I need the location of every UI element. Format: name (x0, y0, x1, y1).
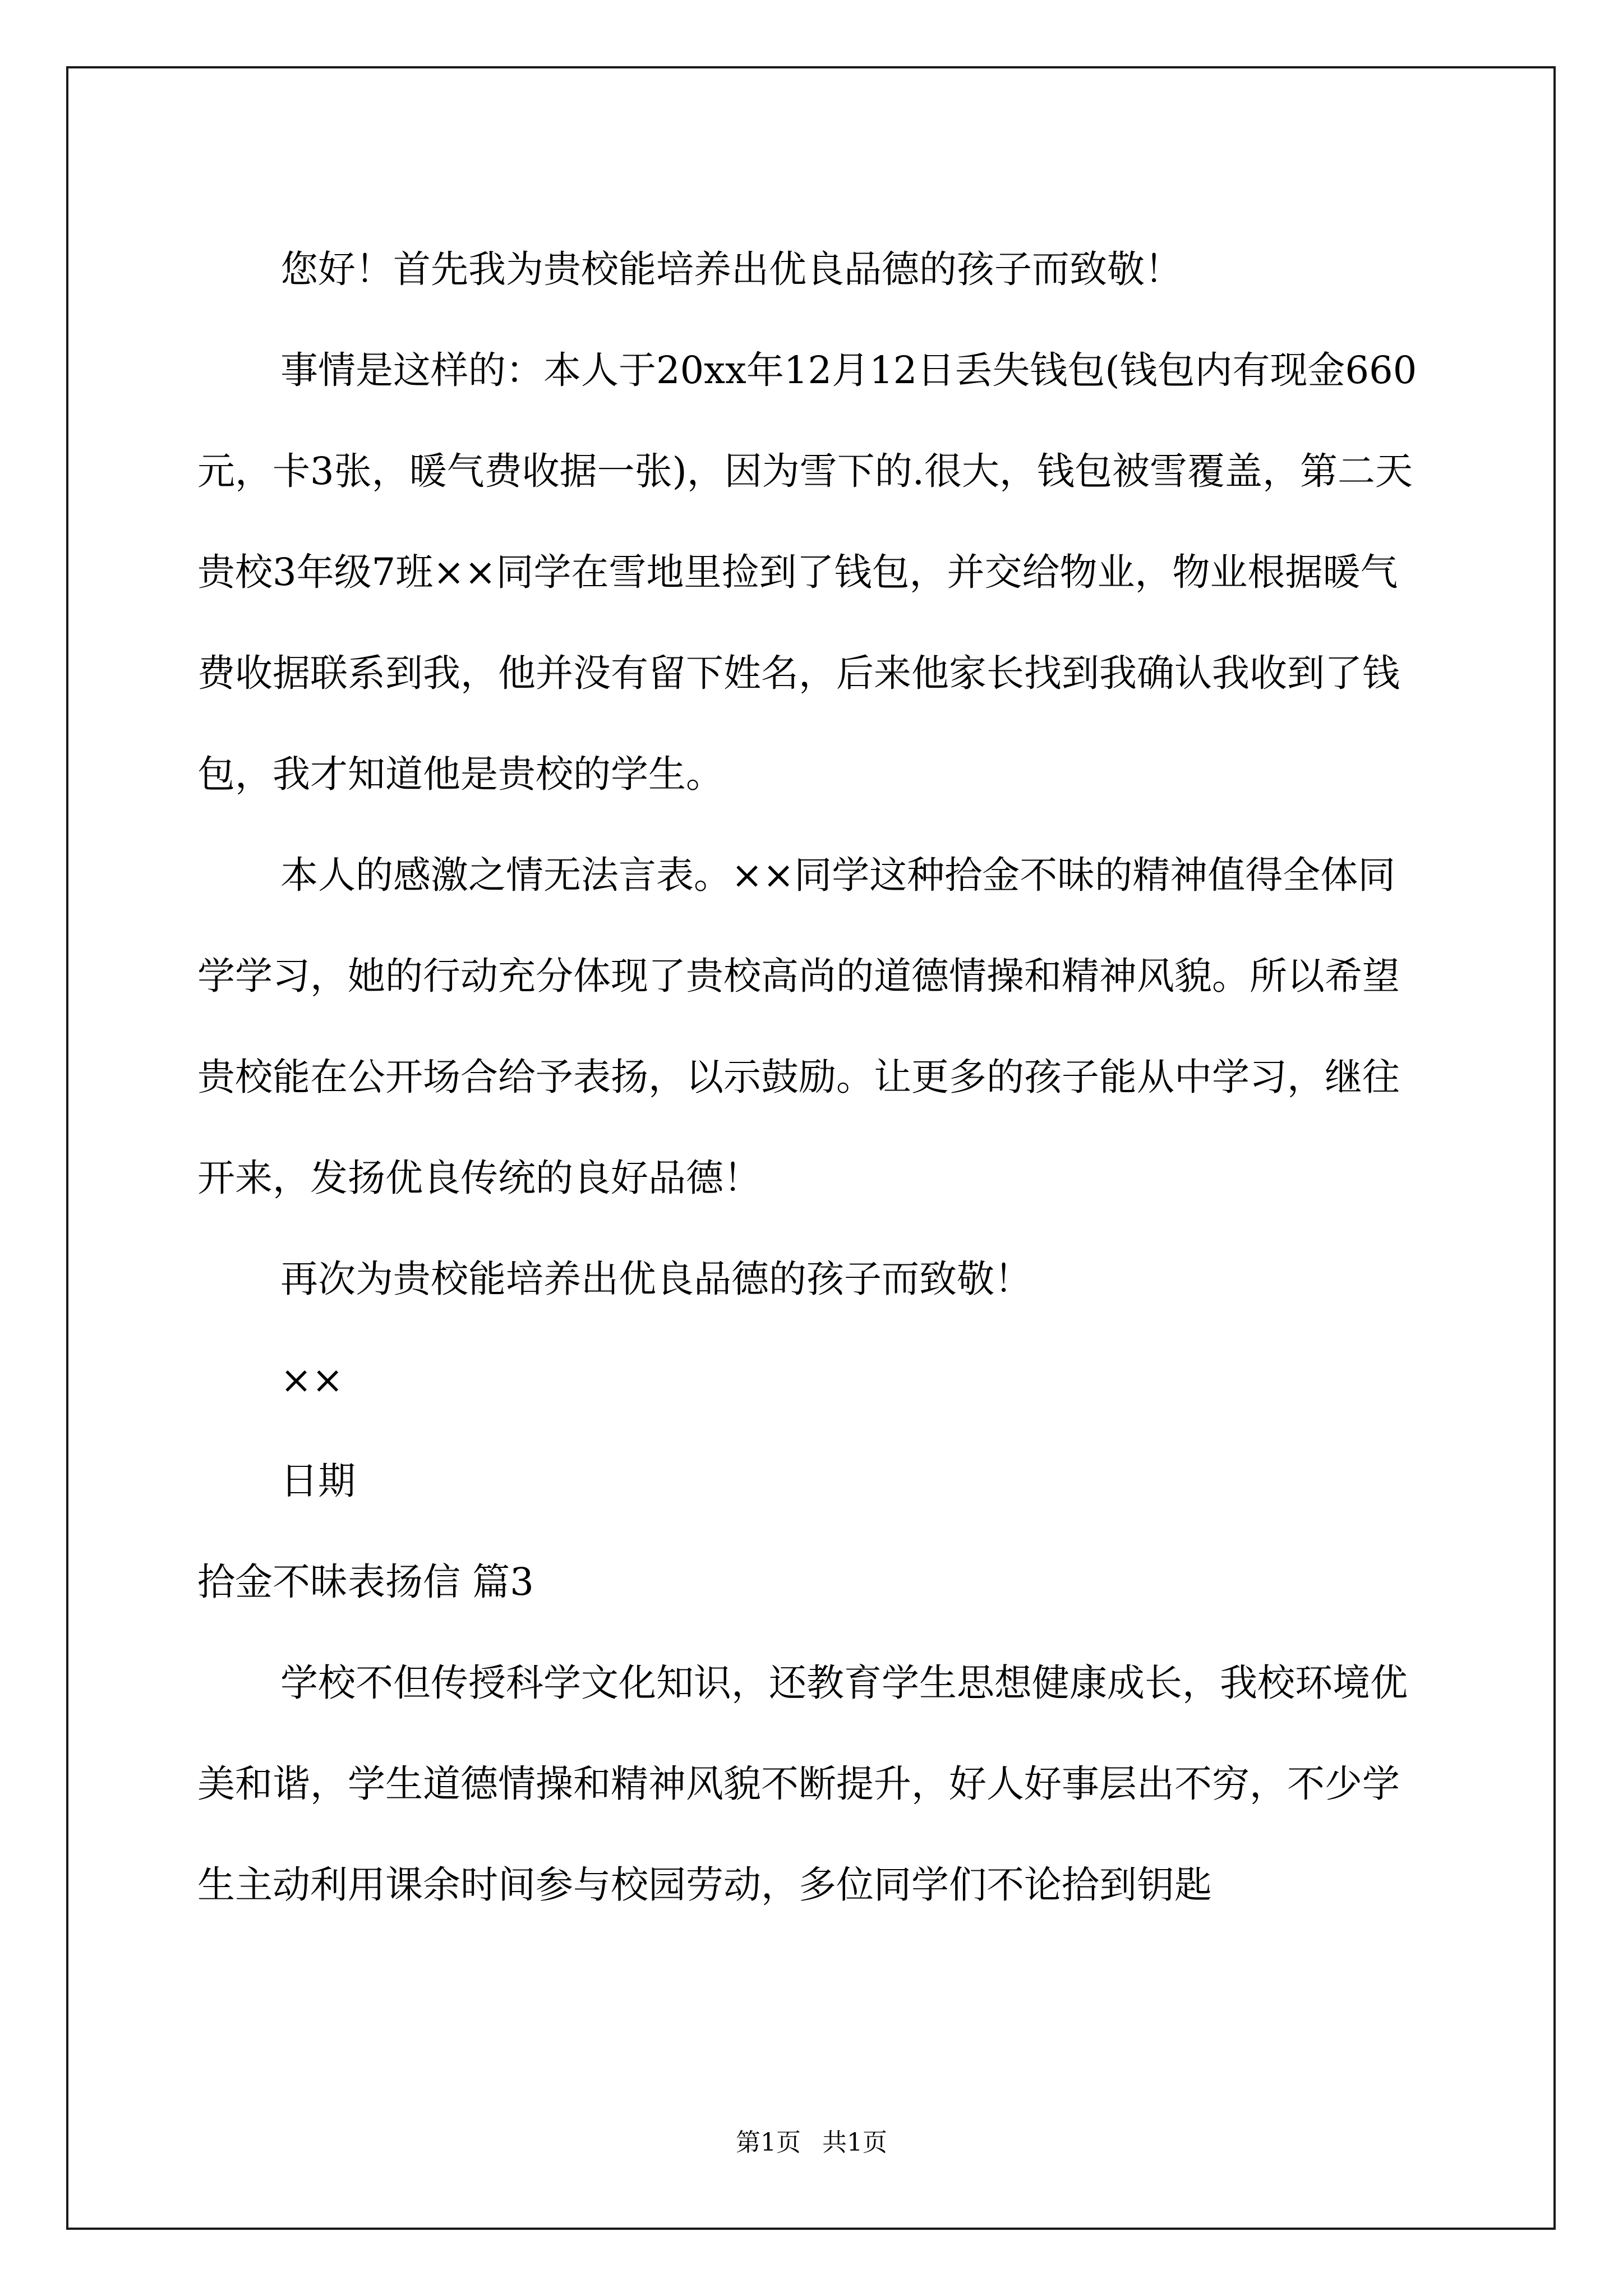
paragraph-gratitude: 本人的感激之情无法言表。××同学这种拾金不昧的精神值得全体同学学习，她的行动充分体现了贵校高尚的道德情操和精神风貌。所以希望贵校能在公开场合给予表扬，以示鼓励。让更多的孩子能从中学习，继往开来，发扬优良传统的良好品德！ (197, 853, 1400, 1200)
date-line: 日期 (280, 1459, 356, 1503)
page-total: 共1页 (822, 2128, 887, 2157)
paragraph-story: 事情是这样的：本人于20xx年12月12日丢失钱包(钱包内有现金660元，卡3张，暖气费收据一张)，因为雪下的.很大，钱包被雪覆盖，第二天贵校3年级7班××同学在雪地里捡到了钱包，并交给物业，物业根据暖气费收据联系到我，他并没有留下姓名，后来他家长找到我确认我收到了钱包，我才知道他是贵校的学生。 (197, 348, 1417, 796)
signature: ×× (280, 1358, 344, 1402)
paragraph-section3: 学校不但传授科学文化知识，还教育学生思想健康成长，我校环境优美和谐，学生道德情操和精神风貌不断提升，好人好事层出不穷，不少学生主动利用课余时间参与校园劳动，多位同学们不论拾到钥匙 (197, 1661, 1408, 1907)
page-number: 第1页 (736, 2128, 801, 2157)
section-heading: 拾金不昧表扬信 篇3 (197, 1560, 534, 1604)
paragraph-closing: 再次为贵校能培养出优良品德的孩子而致敬！ (280, 1257, 1032, 1301)
paragraph-greeting: 您好！首先我为贵校能培养出优良品德的孩子而致敬！ (280, 247, 1182, 291)
page-footer (0, 2126, 1623, 2160)
document-body (197, 219, 1431, 1935)
